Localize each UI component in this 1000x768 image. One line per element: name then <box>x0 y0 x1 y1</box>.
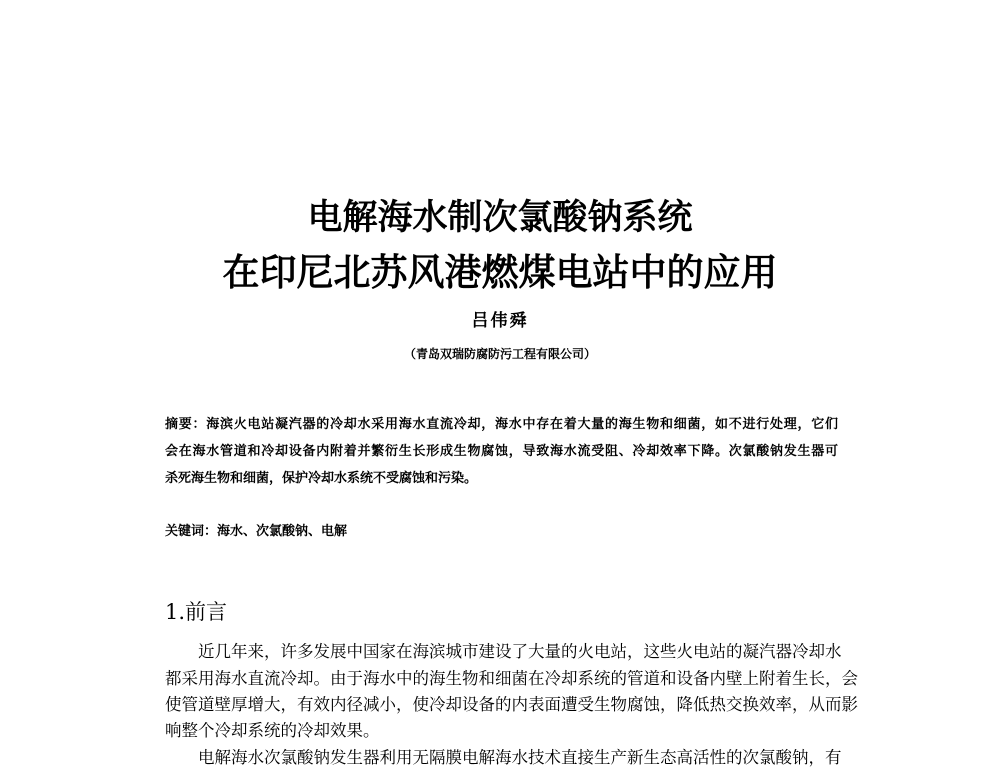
body-line: 电解海水次氯酸钠发生器利用无隔膜电解海水技术直接生产新生态高活性的次氯酸钠，有 <box>198 748 842 767</box>
body-line: 使管道壁厚增大，有效内径减小，使冷却设备的内表面遭受生物腐蚀，降低热交换效率，从而影 <box>165 695 858 714</box>
abstract-line: 杀死海生物和细菌，保护冷却水系统不受腐蚀和污染。 <box>165 471 478 486</box>
body-line: 近几年来，许多发展中国家在海滨城市建设了大量的火电站，这些火电站的凝汽器冷却水 <box>198 642 842 661</box>
title-line-2: 在印尼北苏风港燃煤电站中的应用 <box>222 251 778 294</box>
abstract-line: 摘要：海滨火电站凝汽器的冷却水采用海水直流冷却，海水中存在着大量的海生物和细菌，如不进行处理，它们 <box>165 417 838 432</box>
author: 吕伟舜 <box>471 311 529 331</box>
section-heading: 1.前言 <box>165 600 228 624</box>
abstract-line: 会在海水管道和冷却设备内附着并繁衍生长形成生物腐蚀，导致海水流受阻、冷却效率下降。次氯酸钠发生器可 <box>165 444 838 459</box>
keywords: 关键词：海水、次氯酸钠、电解 <box>165 524 348 539</box>
body-line: 都采用海水直流冷却。由于海水中的海生物和细菌在冷却系统的管道和设备内壁上附着生长，会 <box>165 669 858 688</box>
body-line: 响整个冷却系统的冷却效果。 <box>165 721 380 740</box>
title-line-1: 电解海水制次氯酸钠系统 <box>307 198 693 238</box>
affiliation: （青岛双瑞防腐防污工程有限公司） <box>403 347 596 361</box>
